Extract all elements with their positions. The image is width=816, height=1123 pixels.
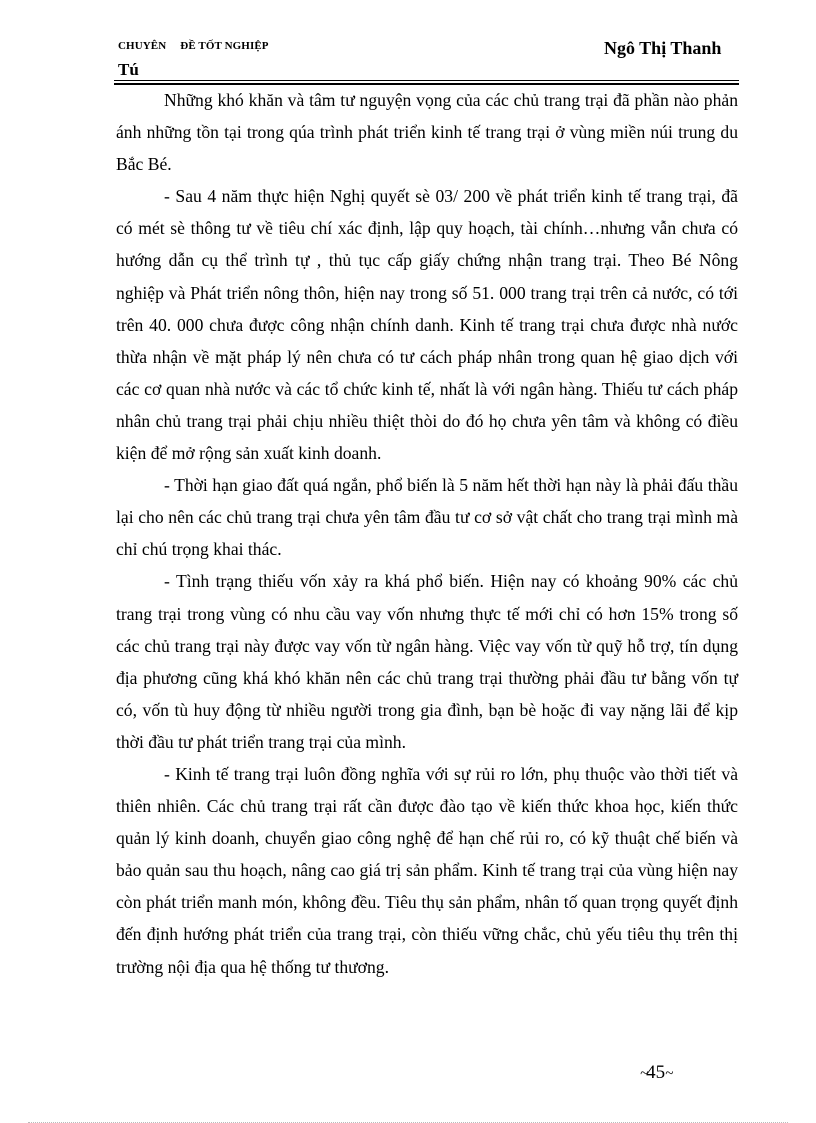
header-author-continued: Tú (118, 60, 139, 79)
paragraph: - Thời hạn giao đất quá ngắn, phổ biến là 5 năm hết thời hạn này là phải đấu thầu lại cho nên các chủ trang trại chưa yên tâm đầu tư cơ sở vật chất cho trang trại mình mà chỉ chú trọng khai thác. (116, 475, 738, 560)
ornament-left-icon: ~ (640, 1066, 647, 1082)
header-title-part2: ĐỀ TỐT NGHIỆP (180, 40, 269, 52)
ornament-right-icon: ~ (665, 1066, 672, 1082)
paragraph: - Sau 4 năm thực hiện Nghị quyết sè 03/ 200 về phát triển kinh tế trang trại, đã có mét sè thông tư về tiêu chí xác định, lập quy hoạch, tài chính…nhưng vẫn chưa có hướng dẫn cụ thể trình tự , thủ tục cấp giấy chứng nhận trang trại. Theo Bé Nông nghiệp và Phát triển nông thôn, hiện nay trong số 51. 000 trang trại trên cả nước, có tới trên 40. 000 chưa được công nhận chính danh. Kinh tế trang trại chưa được nhà nước thừa nhận về mặt pháp lý nên chưa có tư cách pháp nhân trong quan hệ giao dịch với các cơ quan nhà nước và các tổ chức kinh tế, nhất là với ngân hàng. Thiếu tư cách pháp nhân chủ trang trại phải chịu nhiều thiệt thòi do đó họ chưa yên tâm và không có điều kiện để mở rộng sản xuất kinh doanh. (116, 186, 738, 464)
header-left-title (118, 40, 269, 52)
header-rule-thin (114, 80, 739, 81)
paragraph: Những khó khăn và tâm tư nguyện vọng của các chủ trang trại đã phần nào phản ánh những tồn tại trong qúa trình phát triển kinh tế trang trại ở vùng miền núi trung du Bắc Bé. (116, 90, 738, 175)
document-body (116, 84, 738, 983)
paragraph: - Tình trạng thiếu vốn xảy ra khá phổ biến. Hiện nay có khoảng 90% các chủ trang trại trong vùng có nhu cầu vay vốn nhưng thực tế mới chỉ có hơn 15% trong số các chủ trang trại này được vay vốn từ ngân hàng. Việc vay vốn từ quỹ hỗ trợ, tín dụng địa phương cũng khá khó khăn nên các chủ trang trại thường phải đầu tư bằng vốn tự có, vốn tù huy động từ nhiều người trong gia đình, bạn bè hoặc đi vay nặng lãi để kịp thời đầu tư phát triển trang trại của mình. (116, 571, 738, 752)
page-number (640, 1062, 671, 1084)
header-title-part1: CHUYÊN (118, 40, 167, 52)
header-author: Ngô Thị Thanh (604, 38, 722, 58)
paragraph: - Kinh tế trang trại luôn đồng nghĩa với sự rủi ro lớn, phụ thuộc vào thời tiết và thiên nhiên. Các chủ trang trại rất cần được đào tạo về kiến thức khoa học, kiến thức quản lý kinh doanh, chuyển giao công nghệ để hạn chế rủi ro, có kỹ thuật chế biến và bảo quản sau thu hoạch, nâng cao giá trị sản phẩm. Kinh tế trang trại của vùng hiện nay còn phát triển manh món, không đều. Tiêu thụ sản phẩm, nhân tố quan trọng quyết định đến định hướng phát triển của trang trại, còn thiếu vững chắc, chủ yếu tiêu thụ trên thị trường nội địa qua hệ thống tư thương. (116, 763, 738, 977)
page-number-value: 45 (646, 1062, 666, 1083)
